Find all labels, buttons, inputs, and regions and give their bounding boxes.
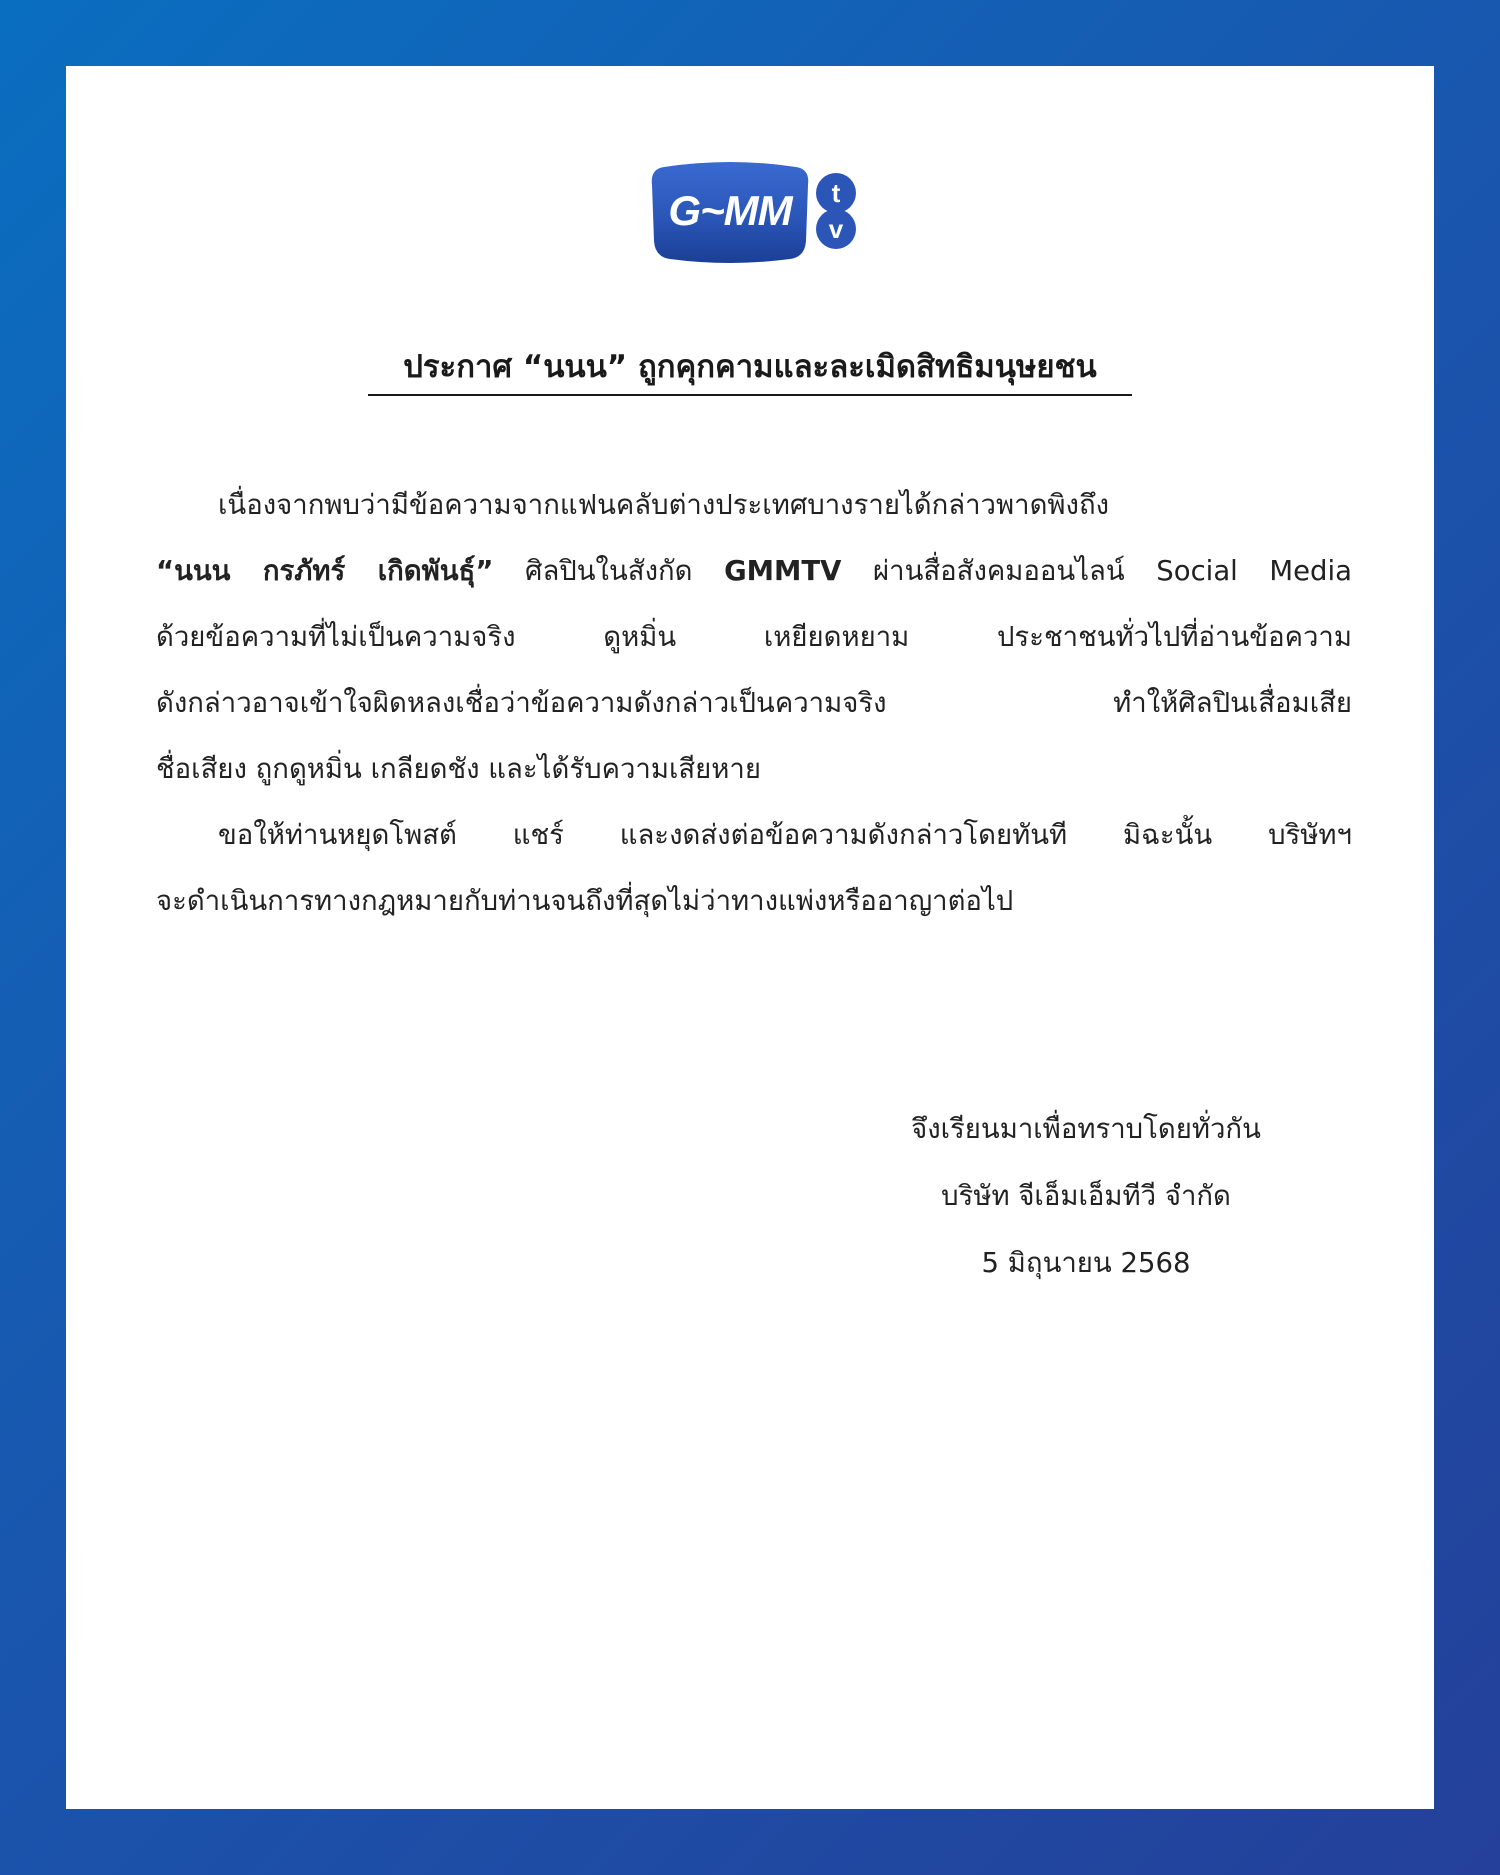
paragraph1-line3: ด้วยข้อความที่ไม่เป็นความจริง ดูหมิ่น เหยียดหยาม ประชาชนทั่วไปที่อ่านข้อความ [156, 621, 1352, 653]
signoff-company: บริษัท จีเอ็มเอ็มทีวี จำกัด [941, 1180, 1231, 1212]
paragraph1-line2-b: ผ่านสื่อสังคมออนไลน์ Social Media [841, 555, 1352, 587]
paragraph2-line2: จะดำเนินการทางกฎหมายกับท่านจนถึงที่สุดไม่ว่าทางแพ่งหรืออาญาต่อไป [156, 885, 1014, 917]
artist-name: “นนน กรภัทร์ เกิดพันธุ์” [156, 555, 494, 587]
paragraph2-line1: ขอให้ท่านหยุดโพสต์ แชร์ และงดส่งต่อข้อความดังกล่าวโดยทันที มิฉะนั้น บริษัทฯ [218, 819, 1352, 851]
svg-text:t: t [831, 178, 841, 208]
logo-badge-text: G~MM [668, 187, 792, 234]
paragraph1-line5: ชื่อเสียง ถูกดูหมิ่น เกลียดชัง และได้รับความเสียหาย [156, 753, 761, 785]
paragraph1-line2-a: ศิลปินในสังกัด [493, 555, 725, 587]
paragraph1-line1: เนื่องจากพบว่ามีข้อความจากแฟนคลับต่างประเทศบางรายได้กล่าวพาดพิงถึง [218, 489, 1110, 521]
gmm-badge-icon [650, 159, 810, 265]
paragraph1-line4: ดังกล่าวอาจเข้าใจผิดหลงเชื่อว่าข้อความดังกล่าวเป็นความจริง ทำให้ศิลปินเสื่อมเสีย [156, 687, 1352, 719]
announcement-paper [66, 66, 1434, 1809]
company-name: GMMTV [724, 555, 842, 587]
announcement-body [156, 472, 1352, 934]
svg-text:v: v [828, 214, 844, 244]
tv-circles-icon [810, 171, 866, 251]
signoff-closing: จึงเรียนมาเพื่อทราบโดยทั่วกัน [911, 1113, 1261, 1145]
signoff-date: 5 มิถุนายน 2568 [981, 1247, 1191, 1279]
gmmtv-logo [650, 159, 860, 271]
signoff-block [836, 1096, 1336, 1297]
paragraph1-line2 [156, 538, 1352, 604]
announcement-title: ประกาศ “นนน” ถูกคุกคามและละเมิดสิทธิมนุษยชน [368, 344, 1132, 396]
